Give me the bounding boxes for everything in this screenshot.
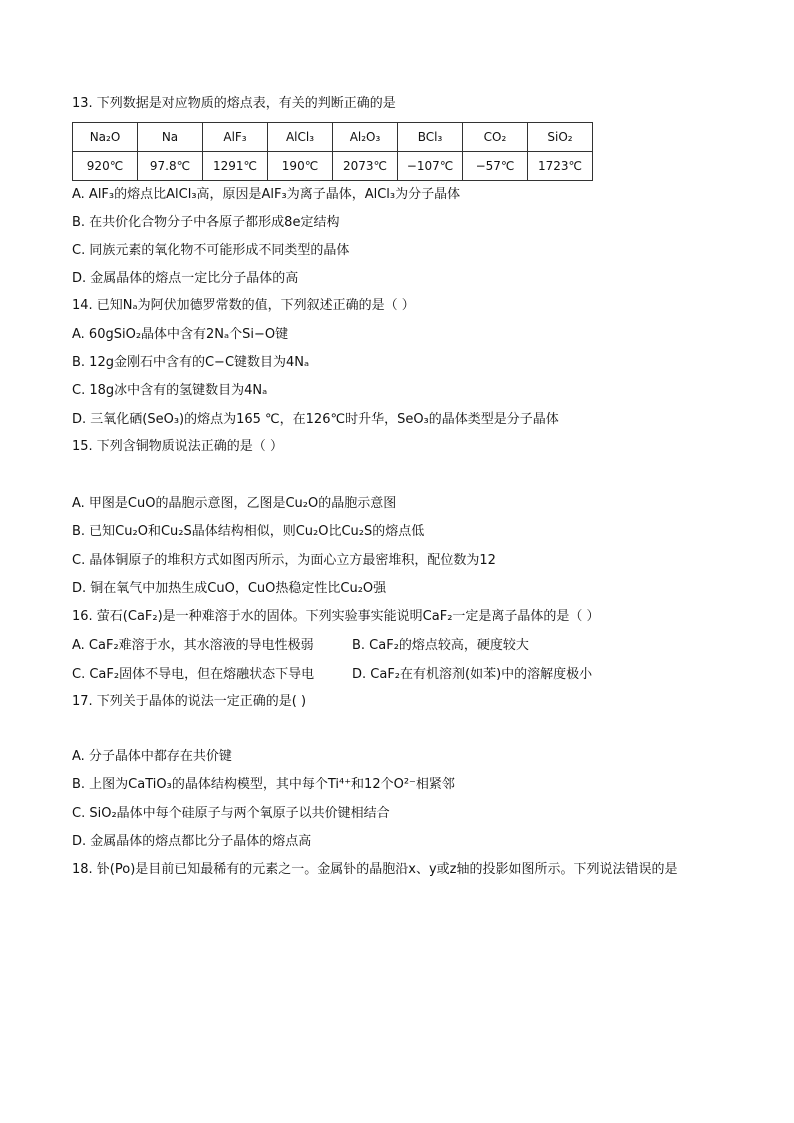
table-header-cell: AlCl₃ xyxy=(268,123,333,152)
table-value-cell: 920℃ xyxy=(73,152,138,181)
q17-stem: 17. 下列关于晶体的说法一定正确的是( ) xyxy=(72,694,307,709)
q16-option-d: D. CaF₂在有机溶剂(如苯)中的溶解度极小 xyxy=(352,667,593,682)
table-header-cell: AlF₃ xyxy=(203,123,268,152)
table-value-cell: 2073℃ xyxy=(333,152,398,181)
q13-option-d: D. 金属晶体的熔点一定比分子晶体的高 xyxy=(72,271,299,286)
q13-stem: 13. 下列数据是对应物质的熔点表，有关的判断正确的是 xyxy=(72,96,396,111)
q16-stem: 16. 萤石(CaF₂)是一种难溶于水的固体。下列实验事实能说明CaF₂一定是离子晶体的是（ ） xyxy=(72,609,600,624)
q16-option-c: C. CaF₂固体不导电，但在熔融状态下导电 xyxy=(72,667,315,682)
q13-option-c: C. 同族元素的氧化物不可能形成不同类型的晶体 xyxy=(72,243,350,258)
table-value-cell: 190℃ xyxy=(268,152,333,181)
q17-option-c: C. SiO₂晶体中每个硅原子与两个氧原子以共价键相结合 xyxy=(72,806,390,821)
q15-stem: 15. 下列含铜物质说法正确的是（ ） xyxy=(72,439,283,454)
table-value-cell: −107℃ xyxy=(398,152,463,181)
table-header-cell: SiO₂ xyxy=(528,123,593,152)
table-value-cell: 1291℃ xyxy=(203,152,268,181)
table-value-cell: 97.8℃ xyxy=(138,152,203,181)
q15-option-d: D. 铜在氧气中加热生成CuO，CuO热稳定性比Cu₂O强 xyxy=(72,581,387,596)
table-value-cell: −57℃ xyxy=(463,152,528,181)
table-header-cell: CO₂ xyxy=(463,123,528,152)
q15-option-c: C. 晶体铜原子的堆积方式如图丙所示，为面心立方最密堆积，配位数为12 xyxy=(72,553,496,568)
table-value-row xyxy=(73,152,593,181)
q14-option-c: C. 18g冰中含有的氢键数目为4Nₐ xyxy=(72,383,268,398)
q14-option-a: A. 60gSiO₂晶体中含有2Nₐ个Si−O键 xyxy=(72,327,289,342)
q14-option-b: B. 12g金刚石中含有的C−C键数目为4Nₐ xyxy=(72,355,310,370)
q16-option-a: A. CaF₂难溶于水，其水溶液的导电性极弱 xyxy=(72,638,314,653)
q17-option-d: D. 金属晶体的熔点都比分子晶体的熔点高 xyxy=(72,834,312,849)
q13-option-b: B. 在共价化合物分子中各原子都形成8e定结构 xyxy=(72,215,340,230)
q15-option-b: B. 已知Cu₂O和Cu₂S晶体结构相似，则Cu₂O比Cu₂S的熔点低 xyxy=(72,524,425,539)
table-header-cell: Na xyxy=(138,123,203,152)
q16-option-b: B. CaF₂的熔点较高，硬度较大 xyxy=(352,638,529,653)
q18-stem: 18. 钋(Po)是目前已知最稀有的元素之一。金属钋的晶胞沿x、y或z轴的投影如图所示。下列说法错误的是 xyxy=(72,862,678,877)
q15-option-a: A. 甲图是CuO的晶胞示意图，乙图是Cu₂O的晶胞示意图 xyxy=(72,496,397,511)
table-value-cell: 1723℃ xyxy=(528,152,593,181)
q14-stem: 14. 已知Nₐ为阿伏加德罗常数的值，下列叙述正确的是（ ） xyxy=(72,298,415,313)
q14-option-d: D. 三氧化硒(SeO₃)的熔点为165 ℃，在126℃时升华，SeO₃的晶体类型是分子晶体 xyxy=(72,412,559,427)
table-header-cell: Na₂O xyxy=(73,123,138,152)
table-header-cell: BCl₃ xyxy=(398,123,463,152)
table-header-row xyxy=(73,123,593,152)
q17-option-a: A. 分子晶体中都存在共价键 xyxy=(72,749,232,764)
melting-point-table xyxy=(72,122,593,181)
q13-option-a: A. AlF₃的熔点比AlCl₃高，原因是AlF₃为离子晶体，AlCl₃为分子晶体 xyxy=(72,187,461,202)
table-header-cell: Al₂O₃ xyxy=(333,123,398,152)
q17-option-b: B. 上图为CaTiO₃的晶体结构模型，其中每个Ti⁴⁺和12个O²⁻相紧邻 xyxy=(72,777,455,792)
